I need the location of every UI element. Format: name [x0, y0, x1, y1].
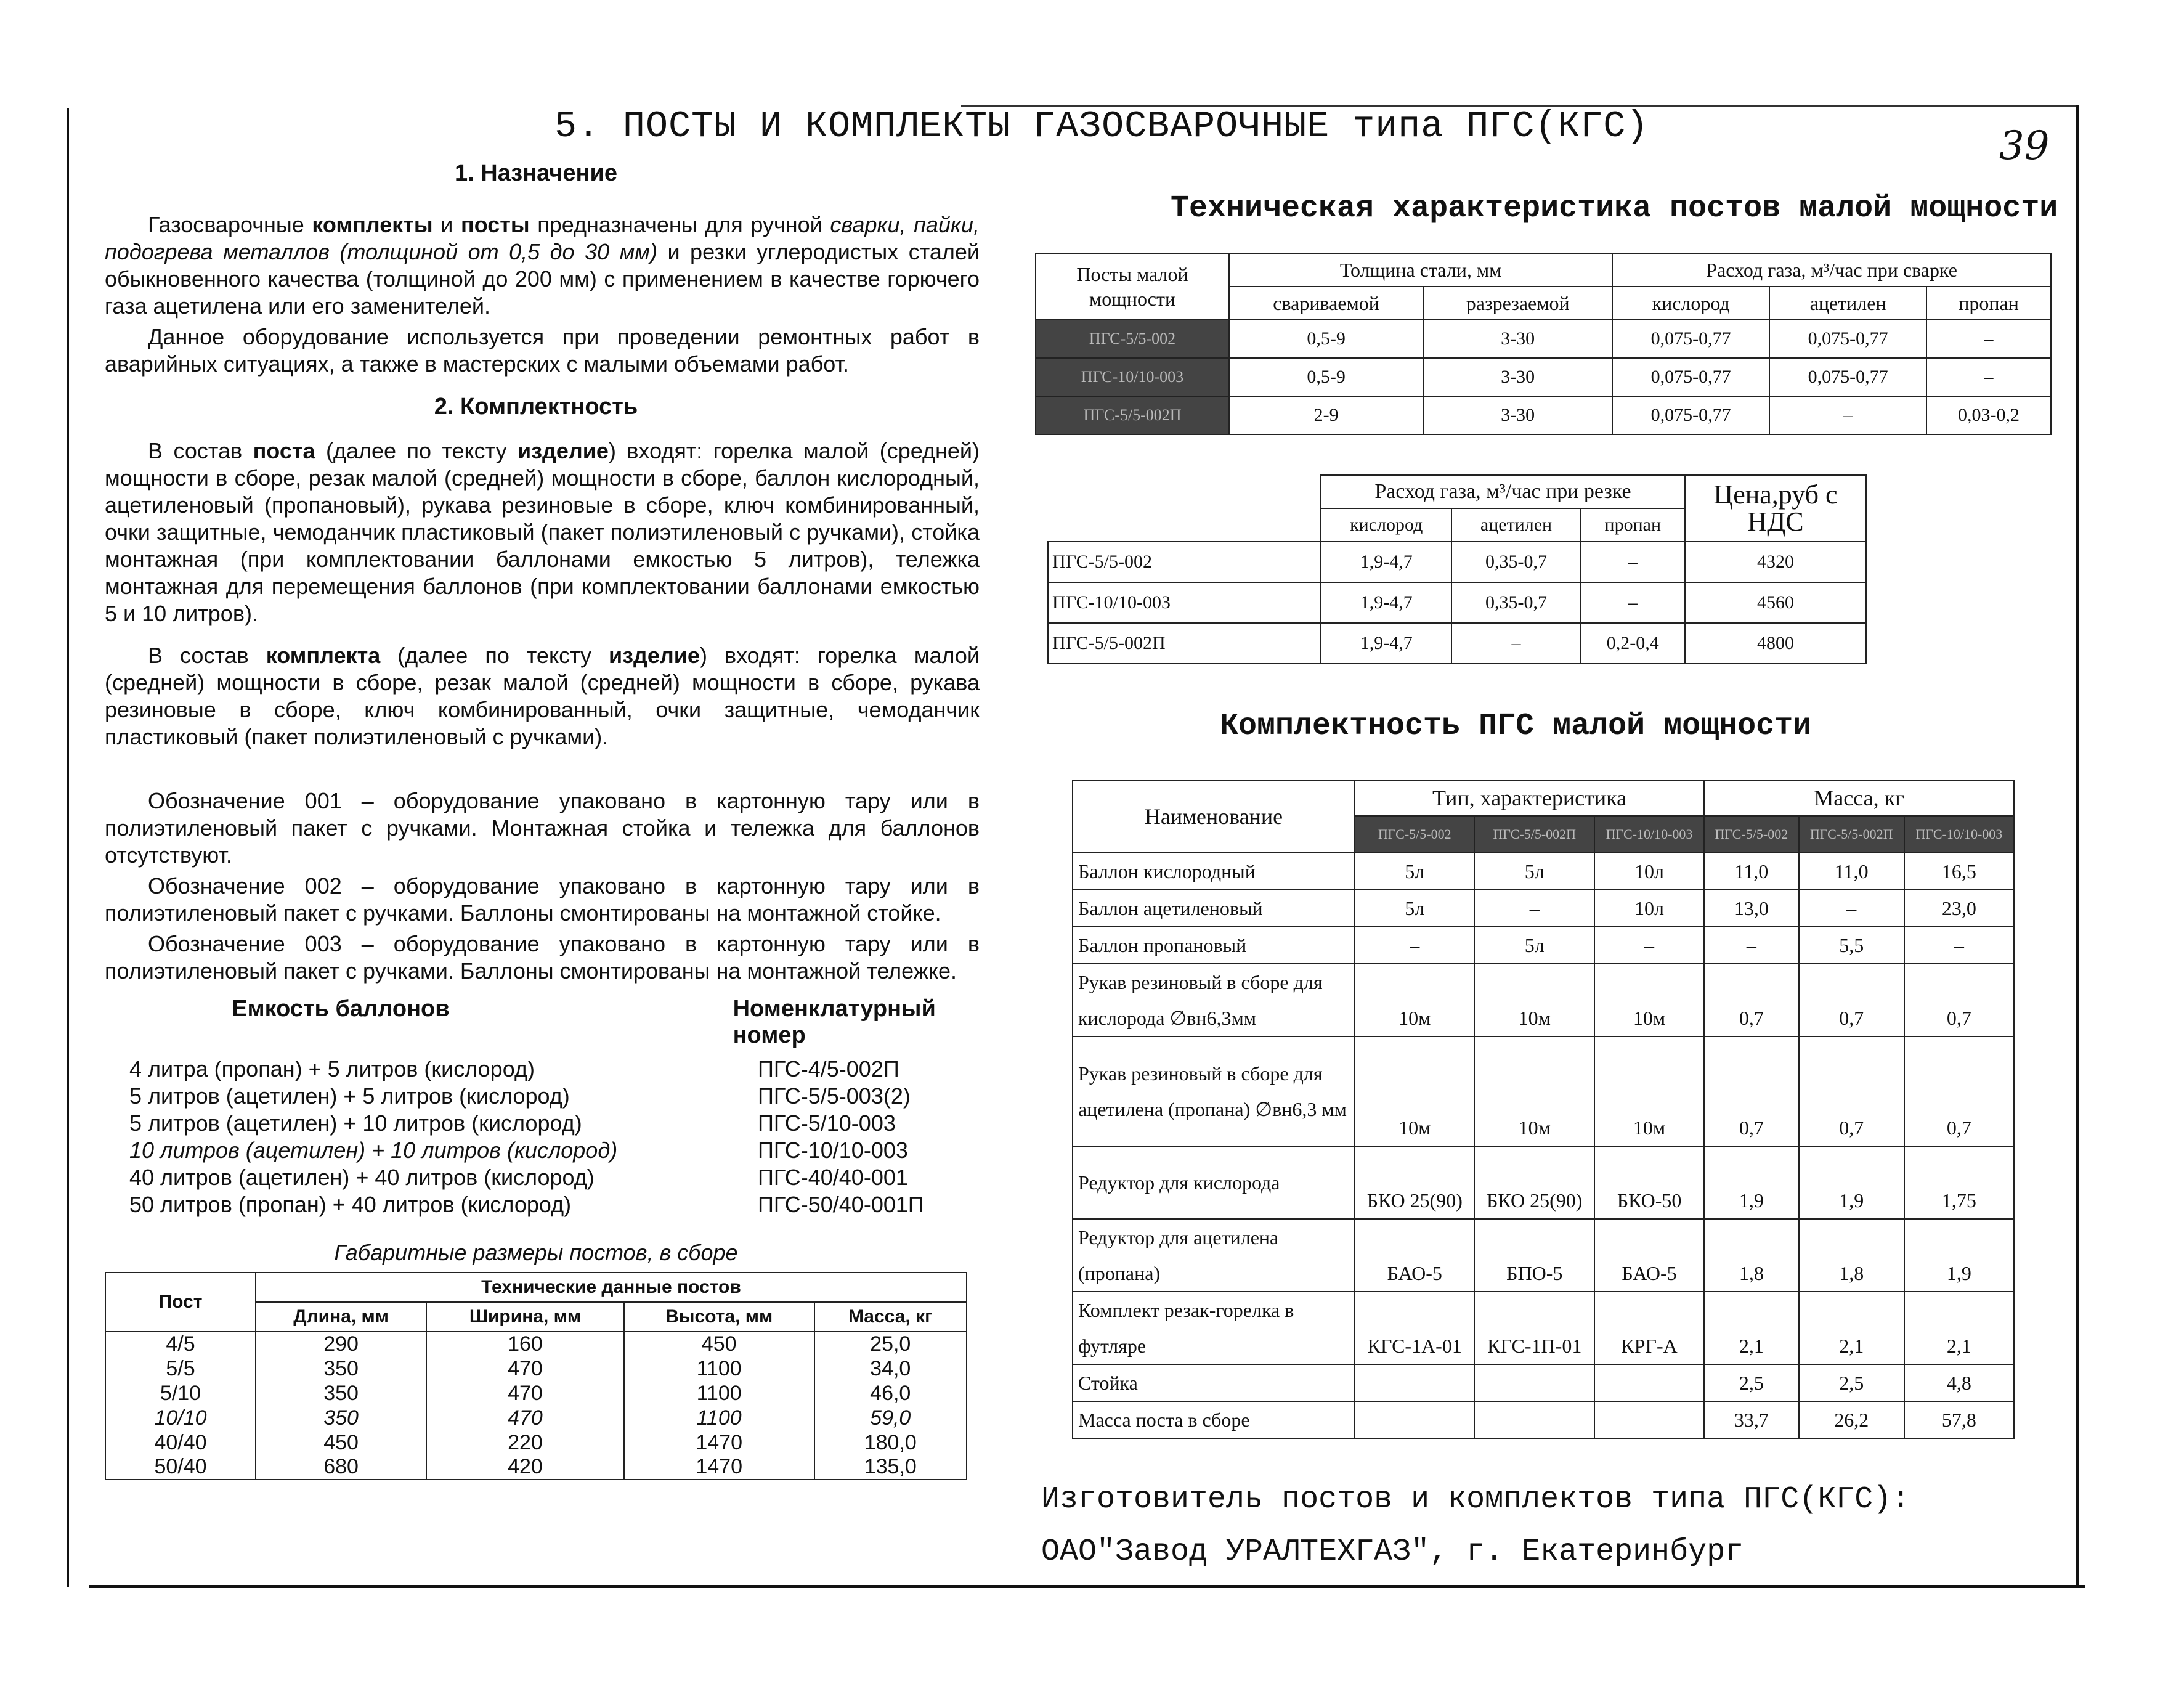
kit-code-header: ПГС-5/5-002: [1704, 816, 1798, 853]
dims-column-header: Масса, кг: [814, 1302, 967, 1332]
table-row: [1073, 1036, 2014, 1146]
table-cell: 10м: [1355, 1036, 1474, 1146]
kit-item-name: Комплект резак-горелка в футляре: [1073, 1292, 1355, 1364]
capacity-item: 5 литров (ацетилен) + 10 литров (кислород): [129, 1110, 582, 1136]
table-cell: 1470: [624, 1455, 814, 1480]
table-cell: 135,0: [814, 1455, 967, 1480]
table-row: [105, 1332, 967, 1356]
cut-sub-header: ацетилен: [1451, 508, 1580, 542]
table-row: [105, 1455, 967, 1480]
cut-sub-header: кислород: [1321, 508, 1451, 542]
tech-sub-header: разрезаемой: [1423, 287, 1612, 320]
dims-column-header: Высота, мм: [624, 1302, 814, 1332]
table-cell: 2,1: [1799, 1292, 1904, 1364]
tech-sub-header: пропан: [1926, 287, 2051, 320]
table-cell: –: [1355, 927, 1474, 964]
kit-item-name: Масса поста в сборе: [1073, 1401, 1355, 1438]
table-cell: БКО 25(90): [1355, 1146, 1474, 1219]
table-cell: 10л: [1594, 853, 1704, 890]
nomenclature-code: ПГС-5/5-003(2): [758, 1083, 911, 1109]
capacity-item: 4 литра (пропан) + 5 литров (кислород): [129, 1056, 535, 1081]
table-row: [1073, 1146, 2014, 1219]
table-cell: 1,9: [1704, 1146, 1798, 1219]
table-cell: 1,9: [1904, 1219, 2014, 1292]
table-cell: 40/40: [105, 1430, 256, 1455]
table-cell: 1470: [624, 1430, 814, 1455]
table-cell: [1594, 1401, 1704, 1438]
section-title-purpose: 1. Назначение: [455, 160, 617, 186]
text-run: и: [432, 212, 461, 237]
kit-item-name: Рукав резиновый в сборе для ацетилена (пропана) ∅вн6,3 мм: [1073, 1036, 1355, 1146]
capacity-item: 40 литров (ацетилен) + 40 литров (кислород): [129, 1165, 595, 1190]
table-row: [1073, 927, 2014, 964]
post-model-cell: ПГС-10/10-003: [1048, 582, 1321, 623]
kit-item-name: Баллон ацетиленовый: [1073, 890, 1355, 927]
text-run: предназначены для ручной: [529, 212, 830, 237]
post-model-cell: ПГС-5/5-002П: [1036, 396, 1229, 434]
capacity-item: 5 литров (ацетилен) + 5 литров (кислород): [129, 1083, 570, 1109]
table-cell: 10/10: [105, 1406, 256, 1430]
table-cell: 1,9-4,7: [1321, 542, 1451, 582]
table-cell: 26,2: [1799, 1401, 1904, 1438]
contents-paragraph-post: [105, 438, 980, 627]
table-row: [105, 1430, 967, 1455]
dimensions-table: [105, 1272, 967, 1480]
kit-code-header: ПГС-5/5-002: [1355, 816, 1474, 853]
table-cell: –: [1581, 582, 1685, 623]
table-cell: [1355, 1401, 1474, 1438]
table-cell: –: [1581, 542, 1685, 582]
table-cell: 290: [256, 1332, 426, 1356]
table-cell: 1,8: [1704, 1219, 1798, 1292]
table-cell: 450: [256, 1430, 426, 1455]
table-cell: 450: [624, 1332, 814, 1356]
post-model-cell: ПГС-5/5-002П: [1048, 623, 1321, 664]
table-cell: КРГ-А: [1594, 1292, 1704, 1364]
table-cell: 0,7: [1704, 1036, 1798, 1146]
table-cell: 1100: [624, 1406, 814, 1430]
table-cell: [1474, 1364, 1594, 1401]
text-run: ) входят: горелка малой (средней) мощности в сборе, резак малой (средней) мощности в сборе, рукава резиновые в сборе, ключ комбинированный, очки защитные, чемоданчик пластиковый (пакет полиэтиленовый с ручками).: [105, 643, 980, 749]
kit-item-name: Стойка: [1073, 1364, 1355, 1401]
text-run: и резки углеродистых сталей обыкновенного качества (толщиной до 200 мм) с применением в качестве горючего газа ацетилена или его заменителей.: [105, 239, 980, 319]
table-cell: 470: [426, 1406, 624, 1430]
tech-sub-header: кислород: [1612, 287, 1769, 320]
table-cell: –: [1704, 927, 1798, 964]
text-run: В состав: [148, 438, 253, 463]
table-cell: 5л: [1355, 853, 1474, 890]
designation-001: Обозначение 001 – оборудование упаковано в картонную тару или в полиэтиленовый пакет с ручками. Монтажная стойка и тележка для баллонов отсутствуют.: [105, 788, 980, 868]
table-cell: –: [1769, 396, 1926, 434]
table-cell: 5/5: [105, 1356, 256, 1381]
table-cell: 25,0: [814, 1332, 967, 1356]
table-cell: 350: [256, 1406, 426, 1430]
table-cell: 1100: [624, 1356, 814, 1381]
kit-code-header: ПГС-5/5-002П: [1474, 816, 1594, 853]
text-run: ) входят: горелка малой (средней) мощности в сборе, резак малой (средней) мощности в сборе, баллон кислородный, ацетиленовый (пропановый), рукава резиновые в сборе, ключ комбинированный, очки защитные, чемоданчик пластиковый (пакет полиэтиленовый с ручками), стойка монтажная (при комплектовании баллонами емкостью 5 литров), тележка монтажная для перемещения баллонов (при комплектовании баллонами емкостью 5 и 10 литров).: [105, 438, 980, 626]
cut-header: Расход газа, м³/час при резке: [1321, 475, 1685, 508]
text-run: изделие: [609, 643, 700, 668]
price-cell: 4560: [1685, 582, 1866, 623]
table-cell: 5л: [1355, 890, 1474, 927]
table-cell: 5л: [1474, 927, 1594, 964]
kit-title: Комплектность ПГС малой мощности: [1220, 709, 1812, 744]
kit-item-name: Редуктор для ацетилена (пропана): [1073, 1219, 1355, 1292]
table-cell: 0,075-0,77: [1612, 358, 1769, 396]
page-number: 39: [1999, 123, 2050, 169]
table-row: [1073, 890, 2014, 927]
kit-item-name: Баллон кислородный: [1073, 853, 1355, 890]
table-cell: 10л: [1594, 890, 1704, 927]
designation-003: Обозначение 003 – оборудование упаковано в картонную тару или в полиэтиленовый пакет с ручками. Баллоны смонтированы на монтажной тележке.: [105, 931, 980, 984]
table-cell: 1,9: [1799, 1146, 1904, 1219]
capacity-item: 10 литров (ацетилен) + 10 литров (кислород): [129, 1138, 618, 1163]
table-cell: БАО-5: [1355, 1219, 1474, 1292]
kit-table: [1072, 780, 2015, 1439]
table-cell: 0,5-9: [1229, 320, 1423, 358]
dims-post-header: Пост: [105, 1273, 256, 1332]
table-cell: КГС-1П-01: [1474, 1292, 1594, 1364]
nomenclature-code: ПГС-50/40-001П: [758, 1192, 924, 1217]
table-cell: 160: [426, 1332, 624, 1356]
table-cell: –: [1474, 890, 1594, 927]
text-run: Газосварочные: [148, 212, 312, 237]
table-cell: 59,0: [814, 1406, 967, 1430]
table-cell: 10м: [1474, 964, 1594, 1036]
table-cell: 34,0: [814, 1356, 967, 1381]
table-cell: 0,075-0,77: [1769, 320, 1926, 358]
table-cell: 1100: [624, 1381, 814, 1406]
post-model-cell: ПГС-5/5-002: [1036, 320, 1229, 358]
cut-sub-header: пропан: [1581, 508, 1685, 542]
kit-code-header: ПГС-5/5-002П: [1799, 816, 1904, 853]
table-cell: 0,7: [1904, 1036, 2014, 1146]
kit-type-header: Тип, характеристика: [1355, 780, 1704, 816]
table-cell: 0,7: [1799, 1036, 1904, 1146]
table-row: [1073, 1219, 2014, 1292]
text-run: (далее по тексту: [315, 438, 518, 463]
contents-paragraph-kit: [105, 642, 980, 751]
table-cell: 2,1: [1904, 1292, 2014, 1364]
tech-characteristics-table: [1035, 253, 2052, 435]
table-row: [105, 1406, 967, 1430]
table-cell: 0,075-0,77: [1769, 358, 1926, 396]
table-row: [1048, 623, 1866, 664]
dims-group-header: Технические данные постов: [256, 1273, 967, 1302]
table-cell: 10м: [1594, 964, 1704, 1036]
table-cell: 0,7: [1904, 964, 2014, 1036]
text-run: посты: [460, 212, 530, 237]
table-cell: 33,7: [1704, 1401, 1798, 1438]
tech-thickness-header: Толщина стали, мм: [1229, 253, 1612, 287]
kit-item-name: Баллон пропановый: [1073, 927, 1355, 964]
kit-code-header: ПГС-10/10-003: [1594, 816, 1704, 853]
text-run: изделие: [518, 438, 609, 463]
nomenclature-code: ПГС-5/10-003: [758, 1110, 896, 1136]
table-cell: 0,03-0,2: [1926, 396, 2051, 434]
table-cell: 0,7: [1704, 964, 1798, 1036]
kit-code-header: ПГС-10/10-003: [1904, 816, 2014, 853]
tech-consumption-header: Расход газа, м³/час при сварке: [1612, 253, 2051, 287]
table-cell: 5/10: [105, 1381, 256, 1406]
kit-item-name: Рукав резиновый в сборе для кислорода ∅вн6,3мм: [1073, 964, 1355, 1036]
tech-sub-header: ацетилен: [1769, 287, 1926, 320]
text-run: комплекты: [312, 212, 433, 237]
table-cell: 0,7: [1799, 964, 1904, 1036]
table-cell: 3-30: [1423, 358, 1612, 396]
table-cell: 1,75: [1904, 1146, 2014, 1219]
table-cell: 0,35-0,7: [1451, 542, 1580, 582]
table-cell: –: [1799, 890, 1904, 927]
table-cell: 46,0: [814, 1381, 967, 1406]
tech-title: Техническая характеристика постов малой мощности: [1171, 191, 2058, 226]
kit-item-name: Редуктор для кислорода: [1073, 1146, 1355, 1219]
frame-right-border: [2076, 105, 2079, 1587]
table-row: [1048, 542, 1866, 582]
capacity-item: 50 литров (пропан) + 40 литров (кислород): [129, 1192, 572, 1217]
purpose-paragraph-2: Данное оборудование используется при проведении ремонтных работ в аварийных ситуациях, а также в мастерских с малыми объемами работ.: [105, 324, 980, 377]
table-cell: 350: [256, 1356, 426, 1381]
text-run: (далее по тексту: [380, 643, 609, 668]
table-cell: [1594, 1364, 1704, 1401]
table-cell: 50/40: [105, 1455, 256, 1480]
nomenclature-list: [129, 1056, 980, 1218]
table-cell: 0,075-0,77: [1612, 320, 1769, 358]
table-cell: 680: [256, 1455, 426, 1480]
table-cell: 470: [426, 1381, 624, 1406]
section-title-contents: 2. Комплектность: [434, 394, 638, 420]
price-header: Цена,руб с НДС: [1685, 475, 1866, 542]
table-row: [1073, 1401, 2014, 1438]
nomenclature-code: ПГС-10/10-003: [758, 1138, 908, 1163]
table-cell: 2,5: [1704, 1364, 1798, 1401]
table-row: [105, 1381, 967, 1406]
table-cell: –: [1926, 358, 2051, 396]
table-cell: 57,8: [1904, 1401, 2014, 1438]
table-row: [1073, 853, 2014, 890]
text-run: В состав: [148, 643, 266, 668]
table-cell: 16,5: [1904, 853, 2014, 890]
post-model-cell: ПГС-5/5-002: [1048, 542, 1321, 582]
manufacturer-line-1: Изготовитель постов и комплектов типа ПГС(КГС):: [1041, 1482, 1910, 1517]
page-title: 5. ПОСТЫ И КОМПЛЕКТЫ ГАЗОСВАРОЧНЫЕ типа ПГС(КГС): [554, 106, 1649, 148]
table-cell: КГС-1А-01: [1355, 1292, 1474, 1364]
table-cell: –: [1451, 623, 1580, 664]
price-cell: 4800: [1685, 623, 1866, 664]
kit-name-header: Наименование: [1073, 780, 1355, 853]
table-cell: 13,0: [1704, 890, 1798, 927]
cut-blank-corner: [1048, 475, 1321, 542]
table-cell: 220: [426, 1430, 624, 1455]
table-cell: 0,075-0,77: [1612, 396, 1769, 434]
table-cell: 1,8: [1799, 1219, 1904, 1292]
table-cell: 2-9: [1229, 396, 1423, 434]
cutting-consumption-table: [1047, 474, 1867, 664]
table-cell: –: [1926, 320, 2051, 358]
text-run: поста: [253, 438, 315, 463]
nomenclature-code: ПГС-40/40-001: [758, 1165, 908, 1190]
table-cell: 10м: [1594, 1036, 1704, 1146]
table-cell: 4,8: [1904, 1364, 2014, 1401]
manufacturer-line-2: ОАО"Завод УРАЛТЕХГАЗ", г. Екатеринбург: [1041, 1534, 1744, 1570]
table-cell: 420: [426, 1455, 624, 1480]
table-row: [105, 1356, 967, 1381]
table-cell: БКО-50: [1594, 1146, 1704, 1219]
table-cell: 11,0: [1799, 853, 1904, 890]
designation-002: Обозначение 002 – оборудование упаковано в картонную тару или в полиэтиленовый пакет с ручками. Баллоны смонтированы на монтажной стойке.: [105, 873, 980, 926]
table-cell: БКО 25(90): [1474, 1146, 1594, 1219]
kit-mass-header: Масса, кг: [1704, 780, 2014, 816]
text-run: сварки, пайки, подогрева металлов (толщиной от 0,5 до 30 мм): [105, 212, 980, 264]
table-cell: 470: [426, 1356, 624, 1381]
frame-bottom-border: [89, 1585, 2085, 1588]
table-cell: 0,35-0,7: [1451, 582, 1580, 623]
table-row: [1036, 396, 2051, 434]
table-cell: 23,0: [1904, 890, 2014, 927]
table-cell: 3-30: [1423, 396, 1612, 434]
table-cell: 10м: [1474, 1036, 1594, 1146]
table-cell: 2,1: [1704, 1292, 1798, 1364]
table-cell: 5л: [1474, 853, 1594, 890]
table-cell: 0,2-0,4: [1581, 623, 1685, 664]
table-cell: 3-30: [1423, 320, 1612, 358]
nomenclature-header: Номенклатурный номер: [733, 996, 936, 1048]
purpose-paragraph-1: [105, 211, 980, 320]
table-cell: 350: [256, 1381, 426, 1406]
table-row: [1073, 964, 2014, 1036]
table-cell: 1,9-4,7: [1321, 582, 1451, 623]
table-cell: БПО-5: [1474, 1219, 1594, 1292]
table-cell: 11,0: [1704, 853, 1798, 890]
table-cell: 4/5: [105, 1332, 256, 1356]
table-cell: 180,0: [814, 1430, 967, 1455]
left-column: [105, 160, 980, 1480]
post-model-cell: ПГС-10/10-003: [1036, 358, 1229, 396]
table-cell: БАО-5: [1594, 1219, 1704, 1292]
table-cell: 2,5: [1799, 1364, 1904, 1401]
table-row: [1036, 320, 2051, 358]
table-cell: 1,9-4,7: [1321, 623, 1451, 664]
frame-left-border: [67, 108, 69, 1587]
table-cell: [1355, 1364, 1474, 1401]
text-run: комплекта: [266, 643, 381, 668]
tech-sub-header: свариваемой: [1229, 287, 1423, 320]
table-cell: 0,5-9: [1229, 358, 1423, 396]
table-cell: 10м: [1355, 964, 1474, 1036]
tech-posts-header: Посты малой мощности: [1036, 253, 1229, 320]
table-cell: [1474, 1401, 1594, 1438]
table-cell: –: [1594, 927, 1704, 964]
price-cell: 4320: [1685, 542, 1866, 582]
dims-column-header: Длина, мм: [256, 1302, 426, 1332]
table-row: [1073, 1364, 2014, 1401]
nomenclature-code: ПГС-4/5-002П: [758, 1056, 899, 1081]
table-row: [1073, 1292, 2014, 1364]
dims-column-header: Ширина, мм: [426, 1302, 624, 1332]
table-cell: 5,5: [1799, 927, 1904, 964]
capacity-header: Емкость баллонов: [232, 996, 450, 1022]
table-row: [1048, 582, 1866, 623]
table-cell: –: [1904, 927, 2014, 964]
table-row: [1036, 358, 2051, 396]
dims-caption: Габаритные размеры постов, в сборе: [334, 1240, 738, 1265]
